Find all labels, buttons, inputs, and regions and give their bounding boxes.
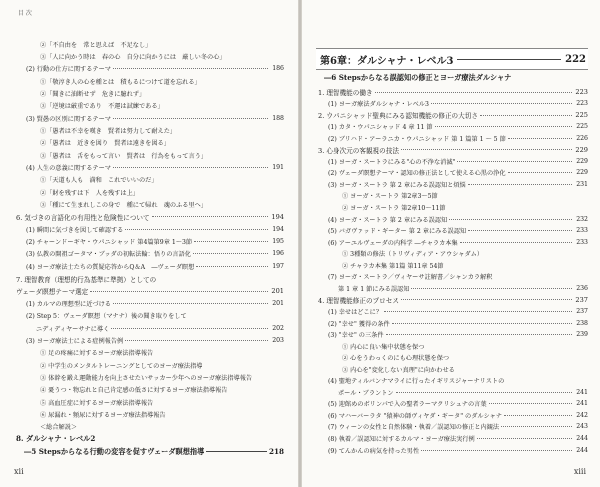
left-page [0, 0, 298, 487]
toc-entry-page: 242 [576, 411, 588, 419]
toc-leader [125, 229, 268, 230]
toc-entry-page: 241 [576, 388, 588, 396]
toc-entry [0, 371, 298, 383]
toc-entry-title: (2) チャーンドーギヤ・ウパニシャッド 第4篇第9章 1〜3節 [26, 239, 193, 247]
toc-entry-title: ②「財を残すは下 人を残すは上」 [40, 189, 139, 197]
toc-entry-page: 229 [576, 157, 588, 165]
toc-entry-title: 1. 理智機能の働き [318, 89, 373, 97]
toc-entry-page: 231 [576, 180, 588, 188]
running-header: 目 次 [18, 10, 32, 17]
toc-entry [302, 155, 600, 167]
toc-entry-page: 237 [576, 307, 588, 315]
toc-entry-title: ② チャラカ本集 第1篇 第11章 54節 [342, 262, 444, 270]
toc-entry-page: 194 [271, 212, 284, 221]
toc-leader [480, 115, 572, 116]
toc-entry-title: ① 3種類の修法（トリヴィディア・アウシャダム） [342, 251, 484, 259]
toc-entry-title: ③「逆境は厳重であり 不運は試練である」 [40, 103, 164, 111]
toc-leader [113, 167, 268, 168]
toc-entry [302, 282, 600, 294]
toc-entry-title: (2) "幸せ" 獲得の条件 [328, 320, 390, 328]
toc-entry-title: 4. 理智機能修正のプロセス [318, 296, 399, 305]
toc-leader [113, 68, 268, 69]
toc-entry [0, 38, 298, 50]
toc-entry-title: ③「愚者は 舌をもって言い 賢者は 行為をもって言う」 [40, 152, 208, 160]
toc-entry-title: (2) ブリハド・アーラニカ・ウパニシャッド 第 1 篇第 1 〜 5 節 [328, 135, 506, 143]
toc-entry-page: 186 [272, 65, 284, 73]
toc-entry-page: 225 [575, 111, 588, 120]
toc-leader [504, 415, 572, 416]
toc-entry [302, 190, 600, 202]
toc-entry-title: (1) 幸せはどこに？ [328, 308, 383, 316]
toc-entry-title: ③「種にて生まれしこの身で 種にて帰れ 魂のふる里へ」 [40, 202, 208, 210]
toc-entry-title: 2. ウパニシャッド聖典にみる認知機能の修正の大切さ [318, 112, 478, 121]
toc-entry-page: 244 [576, 435, 588, 442]
toc-entry-page: 239 [576, 331, 588, 339]
toc-entry [302, 386, 600, 398]
toc-entry-title: ③ 体幹を鍛え運動能力を向上させたいサッカー少年へのヨーガ療法指導報告 [40, 374, 253, 382]
toc-entry-title: ⑥ 尿漏れ・頻尿に対するヨーガ療法指導報告 [40, 412, 166, 419]
chapter-page: 222 [565, 53, 586, 65]
toc-entry-title: ③「人に向かう時は 春の心 自分に向かうには 厳しい冬の心」 [40, 53, 226, 61]
toc-entry-page: 229 [575, 145, 588, 154]
toc-entry [0, 421, 298, 433]
toc-entry [0, 211, 298, 223]
toc-entry [302, 213, 600, 225]
toc-entry [0, 433, 298, 445]
chapter-subtitle: ―6 Stepsからなる誤認知の修正とヨーガ療法ダルシャナ [324, 73, 512, 82]
toc-entry-page: 232 [576, 215, 588, 223]
toc-entry-page: 223 [575, 88, 588, 96]
toc-entry [302, 444, 600, 456]
toc-entry-page: 229 [576, 169, 588, 177]
toc-entry-title: (6) マハーバーラタ "猿神の師ヴィヤダ・ギータ" のダルシャナ [328, 412, 502, 420]
toc-entry-title: ④ 憂うつ・物忘れと自己肯定感の低さに対するヨーガ療法指導報告 [40, 387, 228, 395]
toc-entry-title: (7) ウィーンの女性と自然体験・執着／誤認知の修正と内観法 [328, 424, 500, 432]
toc-entry-title: (7) ヨーガ・スートラ／ヴィヤーサ註解書／シャンカラ解釈 [328, 274, 493, 282]
toc-entry [0, 174, 298, 186]
toc-entry-title: (1) カルマの理想型に近づける [26, 300, 111, 308]
toc-entry [0, 285, 298, 297]
toc-entry-title: (4) 聖地ティルバンナマライに行ったイギリスジャーナリストの [328, 378, 505, 386]
page-number-right: xiii [573, 467, 586, 476]
toc-entry [302, 132, 600, 144]
toc-entry [302, 225, 600, 237]
toc-entry [302, 178, 600, 190]
toc-entry [302, 109, 600, 121]
toc-entry [0, 359, 298, 371]
toc-entry-title: (2) ヴェーダ瞑想テーマ・認知の修正法として使える心黒の浄化 [328, 170, 506, 178]
toc-entry [302, 363, 600, 375]
toc-entry [302, 305, 600, 317]
toc-entry [0, 273, 298, 285]
toc-entry-page: 202 [272, 324, 284, 332]
toc-entry-title: (5) バガヴァッド・ギーター 第 2 章にみる誤認知 [328, 228, 467, 236]
toc-entry [0, 322, 298, 334]
toc-leader [449, 219, 572, 220]
toc-entry-page: 236 [576, 284, 588, 292]
toc-entry-title: ②「聞きに油断せず 危きに臆れず」 [40, 90, 146, 98]
toc-entry-title: (6) アーユルヴェーダの内科学 ―チャラカ本集 [328, 239, 458, 247]
toc-leader [196, 266, 268, 267]
toc-entry-title: (1) カタ・ウパニシャッド 4 章 11 節 [328, 124, 433, 132]
toc-entry-title: ＜総合解説＞ [40, 424, 78, 432]
toc-leader [460, 242, 572, 243]
toc-leader [90, 291, 268, 292]
toc-entry-title: ② ヨーガ・スートラ 第2章10〜11節 [342, 205, 446, 212]
toc-entry [302, 259, 600, 271]
toc-leader [194, 241, 268, 242]
toc-entry-title: ニディディヤーサナに導く [36, 325, 110, 333]
toc-entry [0, 260, 298, 272]
toc-leader [113, 118, 268, 119]
toc-entry-title: (4) 人生の意義に関するテーマ [26, 165, 111, 172]
page-number-left: xii [14, 467, 24, 476]
toc-entry [0, 310, 298, 322]
toc-entry [302, 375, 600, 387]
toc-entry [302, 121, 600, 133]
chapter-title: 第6章：ダルシャナ・レベル3 [320, 55, 454, 67]
toc-entry-page: 233 [576, 238, 588, 246]
toc-leader [113, 303, 268, 304]
toc-entry [0, 409, 298, 421]
toc-entry-title: ヴェーダ瞑想テーマ選定 [16, 288, 89, 296]
toc-entry-title: 第 1 章 1 節にみる誤認知 [338, 285, 410, 293]
toc-entry-page: 196 [272, 250, 284, 258]
toc-entry-page: 233 [576, 227, 588, 235]
toc-entry [302, 352, 600, 364]
toc-entry-page: 237 [575, 295, 588, 304]
toc-entry-title: ① 足の疼痛に対するヨーガ療法指導報告 [40, 350, 154, 358]
toc-entry-title: (2) 行動の仕方に関するテーマ [26, 66, 111, 74]
toc-leader [401, 299, 572, 300]
toc-entry-title: (3) 仏教の開祖ゴータマ・ブッダの初転法輪：悟りの言語化 [26, 251, 191, 259]
toc-entry-page: 244 [576, 446, 588, 454]
toc-entry-title: ①「天道も人も 満和 これでいいのだ」 [40, 177, 158, 185]
toc-leader [457, 161, 572, 162]
toc-entry-page: 203 [272, 336, 284, 344]
toc-entry-page: 223 [576, 100, 588, 108]
toc-entry [0, 347, 298, 359]
toc-entry-title: (3) ヨーガ療法士による症例報告例 [26, 337, 124, 345]
toc-entry [302, 317, 600, 329]
toc-leader [508, 138, 572, 139]
toc-leader [401, 149, 572, 150]
toc-entry [302, 86, 600, 98]
toc-entry-title: (3) "幸せ" の三条件 [328, 332, 384, 340]
toc-entry [0, 223, 298, 235]
toc-entry-page: 226 [576, 134, 588, 142]
toc-entry-title: 6. 気づきの言語化の有用性と危険性について [16, 213, 150, 222]
toc-entry [302, 433, 600, 445]
toc-leader [468, 230, 572, 231]
right-page [302, 0, 600, 487]
toc-entry-title: ⑤ 高血圧症に対するヨーガ療法指導報告 [40, 399, 154, 407]
toc-entry-title: (1) ヨーガ療法ダルシャナ・レベル3 [328, 101, 429, 109]
toc-entry [0, 100, 298, 112]
toc-entry-title: (8) 執着／誤認知に対するカルマ・ヨーガ療法実行例 [328, 436, 475, 443]
toc-entry [0, 149, 298, 161]
toc-entry-title: 7. 理智教育（理想的行為基準に準拠）としての [16, 275, 157, 284]
toc-entry [0, 112, 298, 124]
toc-entry [302, 202, 600, 214]
toc-leader [508, 172, 572, 173]
toc-leader [384, 311, 572, 312]
toc-leader [111, 328, 268, 329]
toc-entry-title: ①「敬淳き人の心を種とは 積もるにつけて道を忘れる」 [40, 78, 201, 86]
toc-entry [0, 297, 298, 309]
toc-entry-page: 195 [272, 238, 284, 246]
toc-entry-page: 194 [272, 225, 284, 233]
toc-entry [0, 446, 298, 458]
toc-entry-page: 238 [576, 319, 588, 327]
toc-entry-page: 188 [272, 114, 284, 122]
toc-entry [302, 398, 600, 410]
toc-entry-page: 201 [271, 287, 284, 295]
toc-entry [302, 167, 600, 179]
toc-entry-title: ポール・ブラントン [338, 389, 394, 397]
toc-entry-title: ② 心をうわっくのにも心理状態を保つ [342, 355, 450, 363]
toc-entry [302, 409, 600, 421]
toc-entry [302, 98, 600, 110]
toc-entry-title: ② 中学生のメンタルトレーニングとしてのヨーガ療法指導 [40, 362, 203, 370]
toc-entry-page: 197 [272, 262, 284, 270]
toc-leader [396, 392, 572, 393]
toc-entry-title: (4) ヨーガ・スートラ 第 2 章にみる誤認知 [328, 216, 448, 224]
toc-leader [421, 450, 572, 451]
toc-entry-title: (2) Step 5：ヴェーダ瞑想（マナナ）後の聞き取りをして [26, 313, 187, 321]
toc-entry-title: (4) ヨーガ療法士たちの質疑応答からQ＆A ―ヴェーダ瞑想 [26, 263, 195, 271]
toc-entry-title: ―5 Stepsからなる行動の変容を促すヴェーダ瞑想指導 [24, 446, 205, 456]
toc-entry [0, 137, 298, 149]
toc-entry [0, 396, 298, 408]
toc-entry [0, 186, 298, 198]
toc-entry [302, 236, 600, 248]
toc-entry [0, 334, 298, 346]
toc-entry-title: (5) 迎館めのボリンパで入の聖者ラーマクリシュナの言葉 [328, 401, 487, 409]
toc-leader [392, 323, 572, 324]
toc-entry-title: ②「愚者は 近きを図り 賢者は遠きを図る」 [40, 140, 170, 148]
toc-leader [125, 340, 268, 341]
toc-leader [501, 426, 572, 427]
toc-entry-title: 8. ダルシャナ・レベル2 [16, 434, 96, 444]
toc-entry [0, 87, 298, 99]
toc-entry [0, 63, 298, 75]
toc-entry-title: (3) 賢愚の区別に関するテーマ [26, 115, 111, 123]
toc-entry [0, 248, 298, 260]
toc-entry [0, 384, 298, 396]
toc-entry-title: (3) ヨーガ・スートラ 第 2 章にみる誤認知と煩悩 [328, 181, 466, 189]
toc-entry-title: ① 内心に良い集中状態を保つ [342, 343, 425, 351]
toc-entry-title: (1) ヨーガ・スートラにみる"心の不浄な消滅" [328, 158, 456, 166]
toc-entry [302, 340, 600, 352]
toc-entry-title: ③ 内心を"変化しない真理"に向かわせる [342, 366, 455, 374]
toc-entry [302, 421, 600, 433]
toc-entry [0, 236, 298, 248]
toc-entry [302, 144, 600, 156]
toc-leader [431, 103, 572, 104]
toc-entry [302, 271, 600, 283]
toc-entry [0, 124, 298, 136]
toc-leader [152, 216, 268, 217]
toc-entry [302, 329, 600, 341]
toc-entry-title: ②「不自由を 常と思えば 不足なし」 [40, 41, 152, 49]
toc-leader [477, 438, 572, 439]
toc-entry-title: (9) てんかんの病気を持った男性 [328, 447, 420, 455]
chapter-leader [457, 59, 561, 60]
toc-entry [0, 75, 298, 87]
toc-leader [386, 334, 572, 335]
toc-leader [468, 184, 572, 185]
toc-leader [375, 92, 572, 93]
toc-entry-title: 3. 心身次元の客観視の技法 [318, 146, 399, 155]
toc-entry-page: 191 [272, 164, 284, 171]
toc-entry-page: 201 [272, 299, 284, 307]
toc-leader [435, 126, 572, 127]
toc-leader [206, 451, 267, 452]
toc-leader [193, 253, 268, 254]
toc-entry-page: 218 [268, 447, 284, 457]
chapter-heading [316, 48, 588, 70]
toc-entry-title: (1) 瞬間に気づきを図して確認する [26, 226, 124, 234]
toc-entry-page: 241 [576, 400, 588, 408]
toc-leader [411, 288, 572, 289]
toc-entry-title: ①「愚者は不幸を嘆き 賢者は努力して耐えた」 [40, 127, 177, 135]
toc-entry [302, 248, 600, 260]
toc-entry [0, 50, 298, 62]
toc-entry [0, 162, 298, 174]
toc-entry-page: 243 [576, 423, 588, 431]
toc-entry-page: 225 [576, 123, 588, 131]
toc-entry-title: ① ヨーガ・スートラ 第2章3〜5節 [342, 193, 438, 201]
toc-entry [302, 294, 600, 306]
toc-leader [489, 403, 572, 404]
toc-entry [0, 199, 298, 211]
